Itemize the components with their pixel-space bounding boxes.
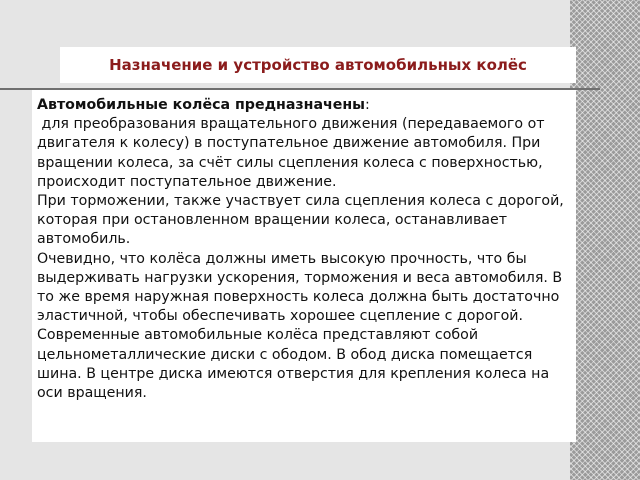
content-box: [32, 90, 576, 442]
decorative-stripe-panel: [570, 0, 640, 480]
content-text: [37, 96, 569, 403]
lead-bold-text: Автомобильные колёса предназначены: [37, 97, 366, 113]
paragraph-braking: При торможении, также участвует сила сцепления колеса с дорогой, которая при остановленном вращении колеса, останавливает автомобиль.: [37, 193, 564, 248]
slide-title: Назначение и устройство автомобильных колёс: [109, 56, 527, 74]
title-box: [60, 47, 576, 83]
paragraph-modern-wheels: Современные автомобильные колёса представляют собой цельнометаллические диски с ободом. В обод диска помещается шина. В центре диска имеются отверстия для крепления колеса на оси вращения.: [37, 327, 550, 402]
lead-colon: :: [365, 97, 370, 113]
lead-paragraph: [37, 96, 569, 115]
paragraph-strength: Очевидно, что колёса должны иметь высокую прочность, что бы выдерживать нагрузки ускорения, торможения и веса автомобиля. В то же время наружная поверхность колеса должна быть достаточно эластичной, чтобы обеспечивать хорошее сцепление с дорогой.: [37, 250, 563, 325]
paragraph-purpose: для преобразования вращательного движения (передаваемого от двигателя к колесу) в поступательное движение автомобиля. При вращении колеса, за счёт силы сцепления колеса с поверхностью, происходит поступательное движение.: [37, 116, 550, 190]
